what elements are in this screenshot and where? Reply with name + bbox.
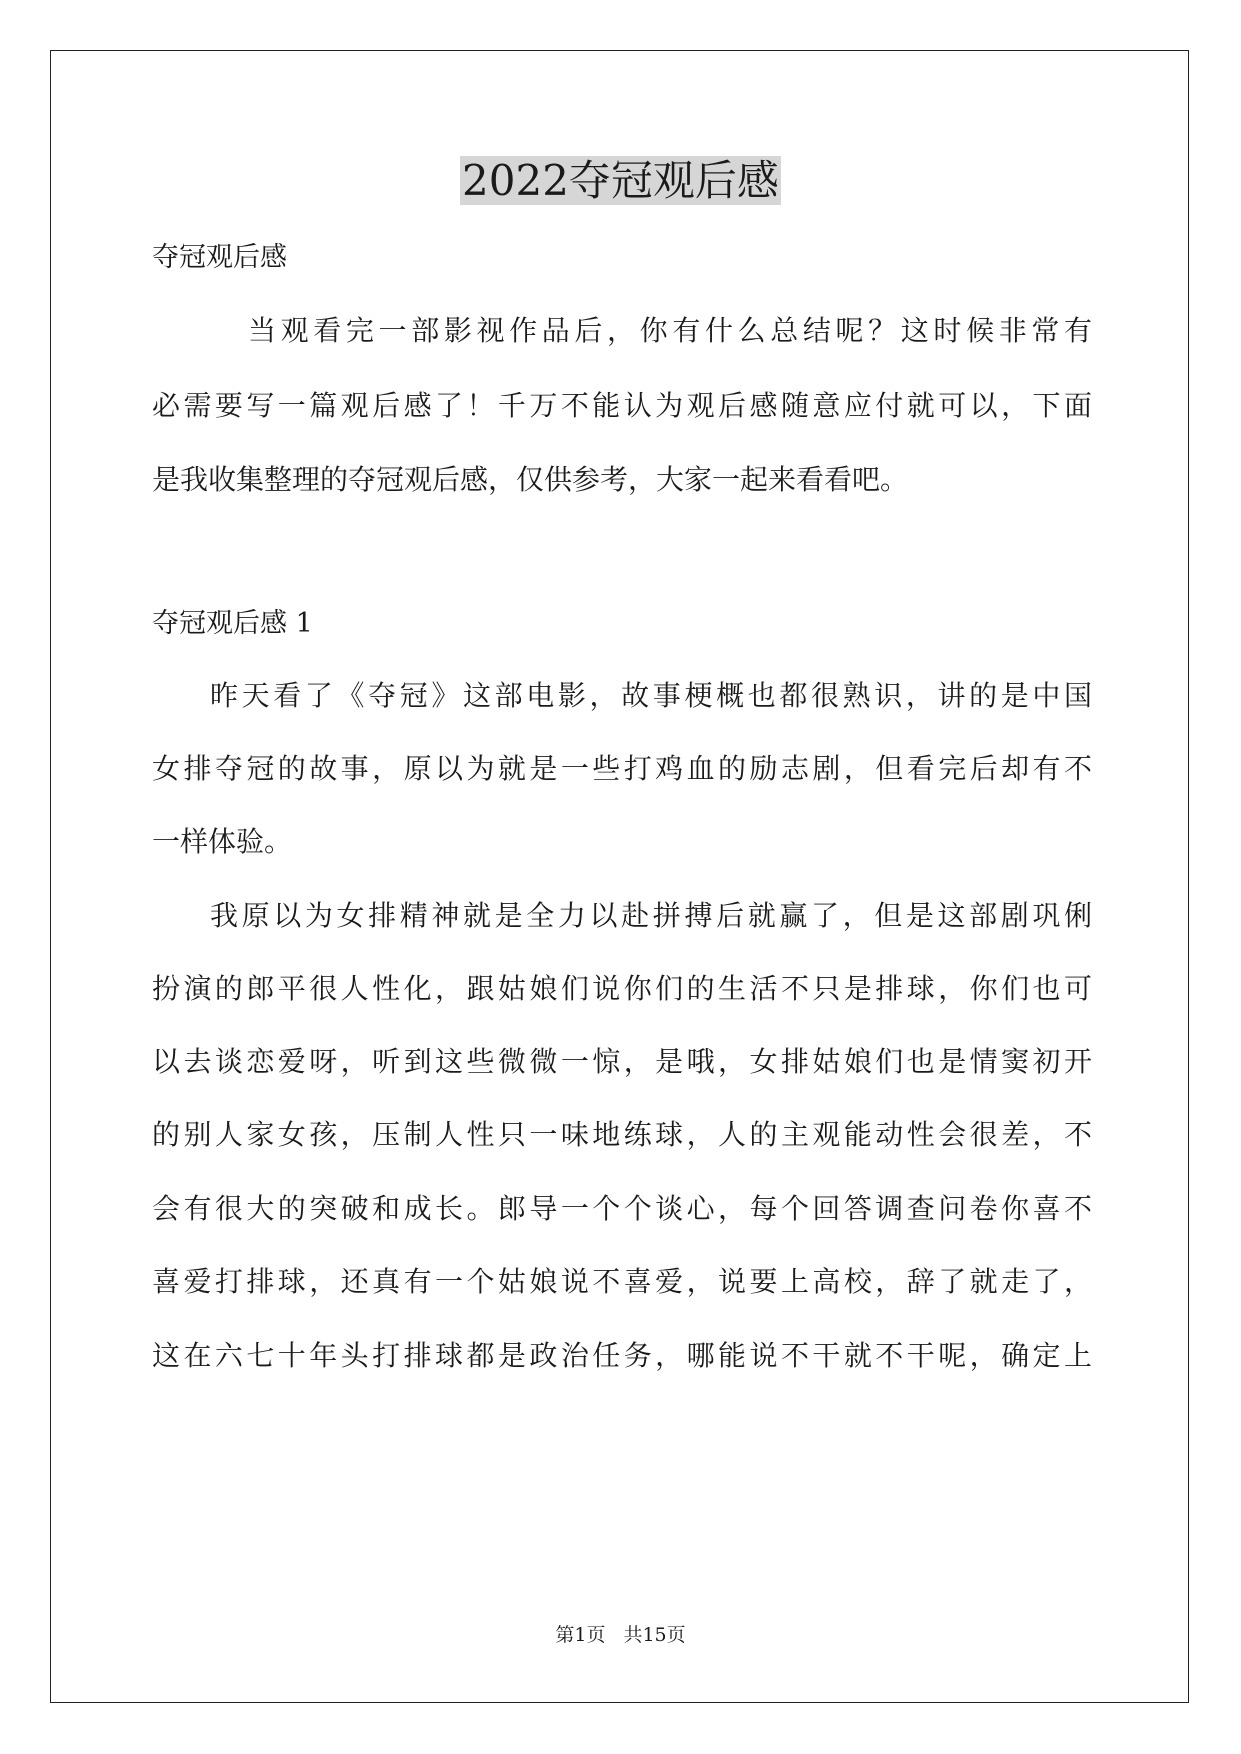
intro-line: 是我收集整理的夺冠观后感，仅供参考，大家一起来看看吧。 (152, 463, 909, 496)
page-frame (50, 50, 1189, 1703)
intro-line: 当观看完一部影视作品后，你有什么总结呢？这时候非常有 (248, 314, 1092, 347)
page-footer (0, 1623, 1241, 1647)
paragraph-line: 喜爱打排球，还真有一个姑娘说不喜爱，说要上高校，辞了就走了， (152, 1265, 1092, 1298)
paragraph-line: 我原以为女排精神就是全力以赴拼搏后就赢了，但是这部剧巩俐 (210, 899, 1092, 932)
paragraph-line: 一样体验。 (152, 825, 293, 858)
intro-heading: 夺冠观后感 (152, 242, 287, 273)
paragraph-line: 的别人家女孩，压制人性只一味地练球，人的主观能动性会很差，不 (152, 1118, 1092, 1151)
page-total: 共15页 (623, 1624, 686, 1646)
intro-line: 必需要写一篇观后感了！千万不能认为观后感随意应付就可以，下面 (152, 389, 1092, 422)
paragraph-line: 以去谈恋爱呀，听到这些微微一惊，是哦，女排姑娘们也是情窦初开 (152, 1045, 1092, 1078)
paragraph-line: 会有很大的突破和成长。郎导一个个谈心，每个回答调查问卷你喜不 (152, 1192, 1092, 1225)
page-number: 第1页 (555, 1624, 606, 1646)
paragraph-line: 女排夺冠的故事，原以为就是一些打鸡血的励志剧，但看完后却有不 (152, 752, 1092, 785)
paragraph-line: 这在六七十年头打排球都是政治任务，哪能说不干就不干呢，确定上 (152, 1339, 1092, 1372)
paragraph-line: 昨天看了《夺冠》这部电影，故事梗概也都很熟识，讲的是中国 (210, 679, 1092, 712)
paragraph-line: 扮演的郎平很人性化，跟姑娘们说你们的生活不只是排球，你们也可 (152, 972, 1092, 1005)
section1-heading: 夺冠观后感 1 (152, 608, 313, 639)
document-title: 2022夺冠观后感 (462, 156, 779, 205)
